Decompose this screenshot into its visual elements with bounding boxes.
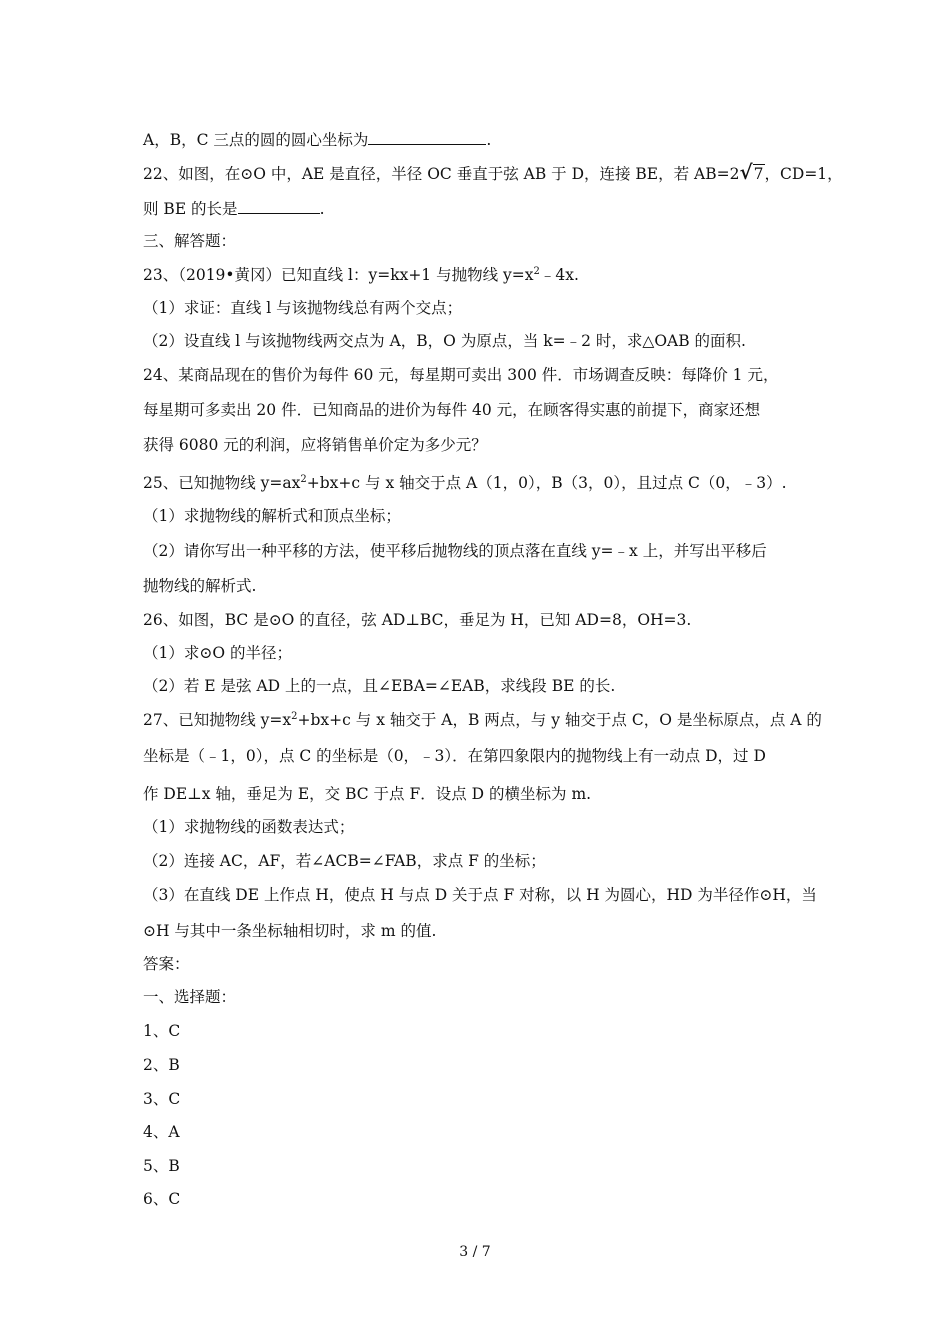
q24-line-2: 每星期可多卖出 20 件．已知商品的进价为每件 40 元，在顾客得实惠的前提下，商家还想 [143, 401, 761, 419]
q27-line-1: 27、已知抛物线 $y=x^2+bx+c$ 与 x 轴交于 A，B 两点，与 y 轴交于点 C，O 是坐标原点，点 A 的 [143, 711, 822, 729]
section-heading-1: 一、选择题： [143, 988, 237, 1006]
answer-item: 3、C [143, 1090, 181, 1108]
q25-part-1: （1）求抛物线的解析式和顶点坐标； [143, 507, 401, 525]
q27-part-2: （2）连接 AC，AF，若∠ACB=∠FAB，求点 F 的坐标； [143, 852, 546, 870]
q25-part-2-cont: 抛物线的解析式. [143, 577, 257, 595]
answer-blank [238, 197, 320, 214]
q23-stem: 23、（2019•黄冈）已知直线 l：y=kx+1 与抛物线 $y=x^2﹣4x$. [143, 266, 579, 284]
answers-heading: 答案： [143, 955, 190, 973]
answer-item: 2、B [143, 1056, 180, 1074]
q26-stem: 26、如图，BC 是⊙O 的直径，弦 AD⊥BC，垂足为 H，已知 AD=8，OH=3. [143, 611, 692, 629]
q27-part-3-cont: ⊙H 与其中一条坐标轴相切时，求 m 的值. [143, 922, 437, 940]
q25-part-2: （2）请你写出一种平移的方法，使平移后抛物线的顶点落在直线 y=﹣x 上，并写出平移后 [143, 542, 767, 560]
answer-item: 6、C [143, 1190, 181, 1208]
sqrt-symbol: √7 [739, 160, 764, 184]
q22-line-1: 22、如图，在⊙O 中，AE 是直径，半径 OC 垂直于弦 AB 于 D，连接 BE，若 AB=2√7，CD=1， [143, 160, 843, 184]
section-heading-3: 三、解答题： [143, 232, 237, 250]
answer-blank [368, 128, 486, 145]
q26-part-1: （1）求⊙O 的半径； [143, 644, 292, 662]
q23-part-1: （1）求证：直线 l 与该抛物线总有两个交点； [143, 299, 463, 317]
q21-continuation: A，B，C 三点的圆的圆心坐标为 . [143, 128, 491, 151]
q24-line-1: 24、某商品现在的售价为每件 60 元，每星期可卖出 300 件．市场调查反映：每降价 1 元， [143, 366, 779, 384]
q27-line-3: 作 DE⊥x 轴，垂足为 E，交 BC 于点 F．设点 D 的横坐标为 m. [143, 785, 592, 803]
answer-item: 4、A [143, 1123, 180, 1141]
q27-part-1: （1）求抛物线的函数表达式； [143, 818, 355, 836]
q27-line-2: 坐标是（﹣1，0），点 C 的坐标是（0，﹣3）．在第四象限内的抛物线上有一动点 D，过 D [143, 747, 766, 765]
q27-part-3: （3）在直线 DE 上作点 H，使点 H 与点 D 关于点 F 对称，以 H 为圆心，HD 为半径作⊙H，当 [143, 886, 817, 904]
answer-item: 5、B [143, 1157, 180, 1175]
q22-line-2: 则 BE 的长是 . [143, 197, 325, 220]
page-number: 3 / 7 [459, 1244, 491, 1260]
q25-stem: 25、已知抛物线 $y=ax^2+bx+c$ 与 x 轴交于点 A（1，0），B（3，0），且过点 C（0，﹣3）. [143, 474, 787, 492]
answer-item: 1、C [143, 1022, 181, 1040]
q23-part-2: （2）设直线 l 与该抛物线两交点为 A，B，O 为原点，当 k=﹣2 时，求△OAB 的面积. [143, 332, 746, 350]
q26-part-2: （2）若 E 是弦 AD 上的一点，且∠EBA=∠EAB，求线段 BE 的长. [143, 677, 616, 695]
q24-line-3: 获得 6080 元的利润，应将销售单价定为多少元？ [143, 436, 487, 454]
